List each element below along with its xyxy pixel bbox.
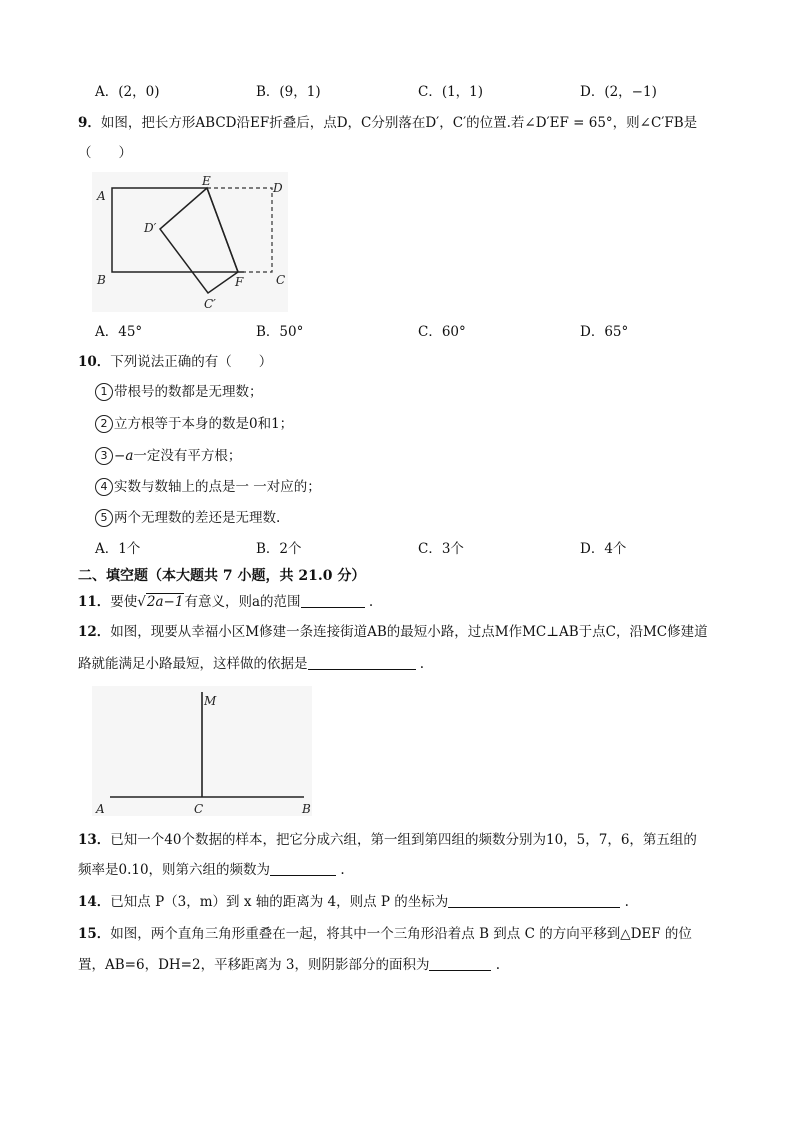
q10-number: 10． [78,354,111,370]
section-heading-fill-in: 二、填空题（本大题共 7 小题，共 21.0 分） [78,568,366,584]
q9-label-e: E [202,174,211,188]
q13-number: 13． [78,832,111,848]
q10-item-1: 1 带根号的数都是无理数； [95,382,263,402]
q13-stem-line1: 13．已知一个40个数据的样本，把它分成六组，第一组到第四组的频数分别为10，5，7，6，第五组的 [78,832,697,848]
q9-stem [78,113,697,133]
q8-option-b: B．(9，1) [256,84,321,100]
q11-number: 11． [78,594,111,610]
q10-item-2: 2 立方根等于本身的数是0和1； [95,414,293,434]
q9-label-d: D [273,181,283,195]
q10-item-3: 3 −a一定没有平方根； [95,446,241,466]
q12-label-b: B [302,802,311,816]
q8-option-c: C．(1，1) [418,84,484,100]
q9-figure-folded-rectangle [92,172,288,312]
q8-option-d: D．(2，−1) [580,84,657,100]
q9-paren: （ ） [78,145,132,161]
q14-answer-blank[interactable] [448,893,620,908]
sqrt-sign-icon: √ [137,594,146,610]
q14-number: 14． [78,894,111,910]
q15-number: 15． [78,926,111,942]
q10-item-5: 5 两个无理数的差还是无理数. [95,508,280,528]
q9-label-c: C [276,273,286,287]
q12-stem-line2: 路就能满足小路最短，这样做的依据是 . [78,656,425,672]
q10-option-b: B．2个 [256,541,302,557]
q12-number: 12． [78,624,111,640]
q10-option-c: C．3个 [418,541,464,557]
q11-answer-blank[interactable] [301,593,365,608]
q9-label-b: B [97,273,106,287]
q12-answer-blank[interactable] [308,655,416,670]
q10-item-4: 4 实数与数轴上的点是一 一对应的； [95,477,321,497]
q15-answer-blank[interactable] [429,956,491,971]
q9-option-d: D．65° [580,324,629,340]
q9-label-f: F [235,275,244,289]
q15-stem-line2: 置，AB=6，DH=2，平移距离为 3，则阴影部分的面积为 . [78,957,501,973]
circled-number-icon: 3 [95,447,113,465]
circled-number-icon: 1 [95,383,113,401]
q9-label-d-prime: D′ [144,221,157,235]
q13-stem-line2: 频率是0.10，则第六组的频数为 . [78,862,345,878]
q10-stem [78,352,272,372]
q14-stem: 14．已知点 P（3，m）到 x 轴的距离为 4，则点 P 的坐标为 . [78,894,629,910]
q9-option-b: B．50° [256,324,304,340]
q12-stem-line1: 12．如图，现要从幸福小区M修建一条连接街道AB的最短小路，过点M作MC⊥AB于点C，沿MC修建道 [78,624,708,640]
q9-number: 9． [78,115,101,131]
circled-number-icon: 4 [95,478,113,496]
q9-option-c: C．60° [418,324,466,340]
circled-number-icon: 5 [95,509,113,527]
q15-stem-line1: 15．如图，两个直角三角形重叠在一起，将其中一个三角形沿着点 B 到点 C 的方向平移到△DEF 的位 [78,926,692,942]
q12-label-a: A [96,802,105,816]
q9-label-c-prime: C′ [204,297,216,311]
q9-text: 如图，把长方形ABCD沿EF折叠后，点D，C分别落在D′，C′的位置.若∠D′EF = 65°，则∠C′FB是 [100,115,698,131]
q9-option-a: A．45° [95,324,143,340]
q10-text: 下列说法正确的有（ ） [110,354,273,370]
q10-option-d: D．4个 [580,541,627,557]
q13-answer-blank[interactable] [270,861,336,876]
q11-stem: 11．要使√2a−1有意义，则a的范围 . [78,594,374,610]
q12-figure-perpendicular [92,686,312,816]
q12-label-c: C [194,802,204,816]
q8-option-a: A．(2，0) [95,84,160,100]
q12-label-m: M [204,694,217,708]
q10-option-a: A．1个 [95,541,141,557]
circled-number-icon: 2 [95,415,113,433]
q9-label-a: A [97,189,106,203]
q11-radicand: 2a−1 [146,594,184,610]
